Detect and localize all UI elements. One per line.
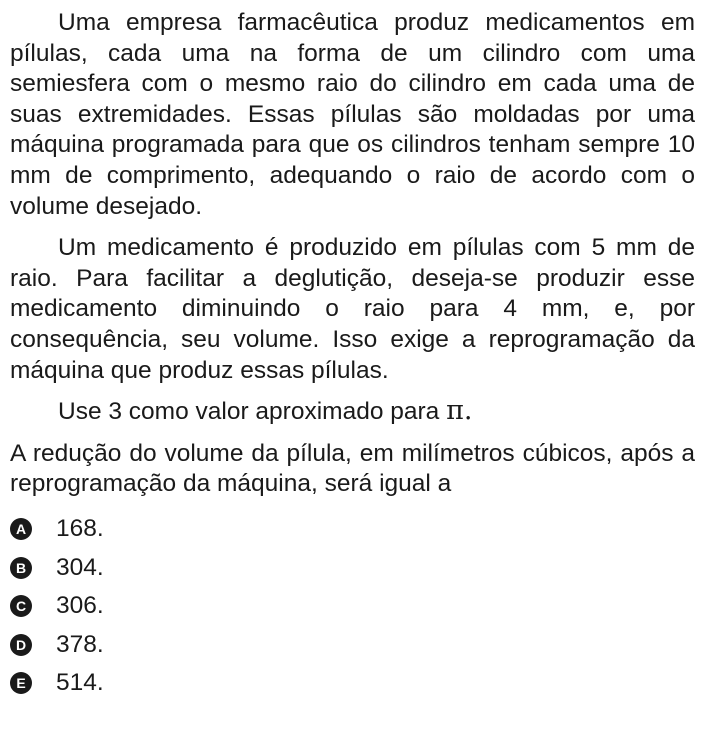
question-stem: A redução do volume da pílula, em milímetros cúbicos, após a reprogramação da máquina, será igual a: [10, 439, 695, 498]
context-paragraph-2: Um medicamento é produzido em pílulas com 5 mm de raio. Para facilitar a deglutição, deseja-se produzir esse medicamento diminuindo o raio para 4 mm, e, por consequência, seu volume. Isso exige a reprogramação da máquina que produz essas pílulas.: [10, 234, 695, 384]
pi-symbol: π.: [446, 395, 473, 427]
pi-note-text: Use 3 como valor aproximado para: [58, 398, 447, 426]
option-b-badge: B: [10, 557, 32, 579]
option-b-text: 304.: [56, 553, 104, 581]
option-d[interactable]: [10, 625, 695, 664]
option-e[interactable]: [10, 664, 695, 703]
option-c[interactable]: [10, 587, 695, 626]
option-d-text: 378.: [56, 630, 104, 658]
option-a[interactable]: [10, 510, 695, 549]
option-a-badge: A: [10, 518, 32, 540]
pi-approximation-note: [10, 396, 695, 428]
context-paragraph-1: Uma empresa farmacêutica produz medicamentos em pílulas, cada uma na forma de um cilindro com uma semiesfera com o mesmo raio do cilindro em cada uma de suas extremidades. Essas pílulas são moldadas por uma máquina programada para que os cilindros tenham sempre 10 mm de comprimento, adequando o raio de acordo com o volume desejado.: [10, 9, 695, 220]
option-c-badge: C: [10, 595, 32, 617]
answer-options: [10, 510, 695, 703]
option-d-badge: D: [10, 634, 32, 656]
option-b[interactable]: [10, 548, 695, 587]
option-e-badge: E: [10, 672, 32, 694]
option-e-text: 514.: [56, 669, 104, 697]
option-a-text: 168.: [56, 515, 104, 543]
option-c-text: 306.: [56, 592, 104, 620]
